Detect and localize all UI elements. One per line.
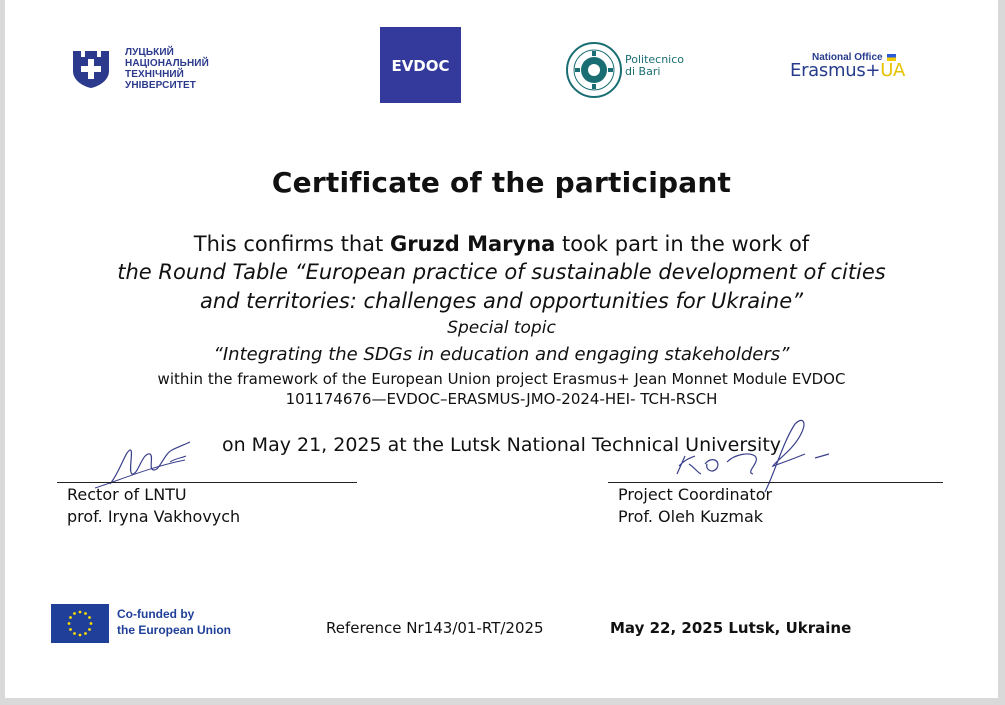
coordinator-block xyxy=(618,484,772,528)
certificate-page xyxy=(5,0,998,698)
issue-place-date: May 22, 2025 Lutsk, Ukraine xyxy=(610,619,852,637)
eu-flag-stars-icon xyxy=(51,604,109,643)
rector-block xyxy=(67,484,240,528)
erasmus-wordmark: Erasmus+UA xyxy=(790,60,906,81)
poliba-name: Politecnico di Bari xyxy=(625,53,685,78)
rector-signature-line xyxy=(57,482,357,483)
eu-cofunded-label: Co-funded by the European Union xyxy=(117,607,231,637)
event-date-line: on May 21, 2025 at the Lutsk National Technical University xyxy=(221,434,782,456)
participant-name: Gruzd Maryna xyxy=(389,232,556,256)
special-topic-label: Special topic xyxy=(447,318,556,338)
eu-flag xyxy=(51,604,109,643)
coordinator-signature-line xyxy=(608,482,943,483)
poliba-seal-icon xyxy=(565,41,623,99)
special-topic: “Integrating the SDGs in education and engaging stakeholders” xyxy=(213,344,790,365)
project-code: 101174676—EVDOC–ERASMUS-JMO-2024-HEI- TCH-RSCH xyxy=(285,390,718,408)
lntu-name: ЛУЦЬКИЙ НАЦІОНАЛЬНИЙ ТЕХНІЧНИЙ УНІВЕРСИТЕТ xyxy=(125,47,209,91)
certificate-title: Certificate of the participant xyxy=(271,166,732,199)
event-title-line-1: the Round Table “European practice of sustainable development of cities xyxy=(117,260,886,284)
erasmus-office-label: National Office xyxy=(812,52,883,63)
coordinator-name: Prof. Oleh Kuzmak xyxy=(618,507,764,526)
rector-role: Rector of LNTU xyxy=(67,485,187,504)
erasmus-ua-logo xyxy=(790,52,925,88)
framework-line: within the framework of the European Union project Erasmus+ Jean Monnet Module EVDOC xyxy=(157,370,846,388)
rector-name: prof. Iryna Vakhovych xyxy=(67,507,241,526)
lntu-emblem-icon xyxy=(71,47,111,89)
evdoc-logo xyxy=(380,27,461,103)
event-title-line-2: and territories: challenges and opportunities for Ukraine” xyxy=(199,289,804,313)
poliba-logo xyxy=(565,41,690,99)
coordinator-role: Project Coordinator xyxy=(618,485,773,504)
reference-number: Reference Nr143/01-RT/2025 xyxy=(326,619,544,637)
confirmation-line: This confirms that Gruzd Maryna took part in the work of xyxy=(193,232,810,256)
lntu-logo xyxy=(71,47,221,91)
evdoc-logo-text: EVDOC xyxy=(391,57,450,75)
rector-signature-icon xyxy=(90,432,200,492)
